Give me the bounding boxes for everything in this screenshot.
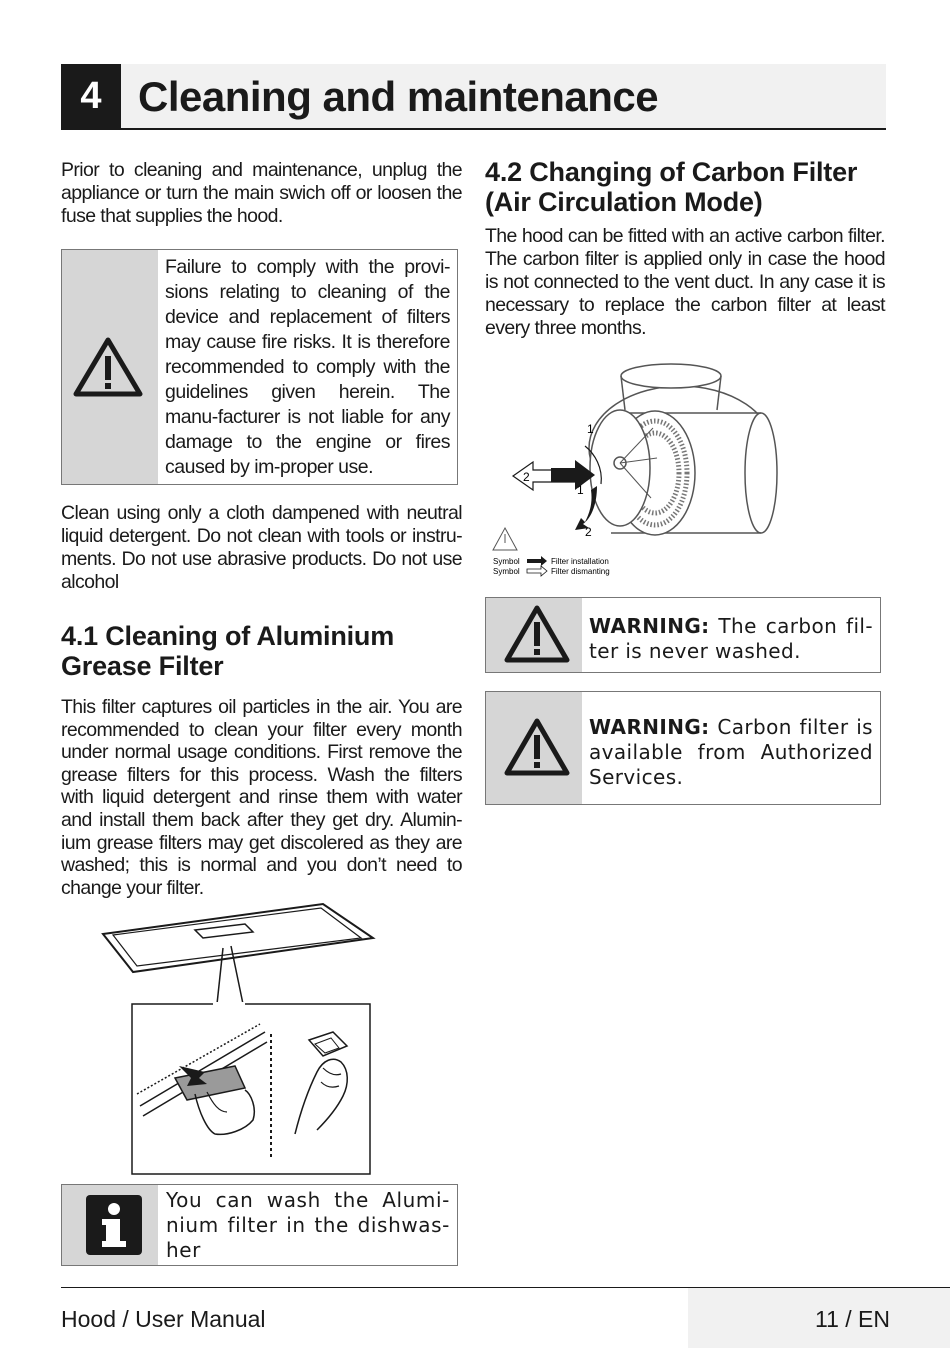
grease-filter-illustration: [95, 898, 385, 1180]
warning-box-never-washed: [485, 597, 881, 673]
info-icon: [86, 1195, 142, 1255]
legend-text-2: Filter dismanting: [551, 567, 610, 576]
section-number: 4: [61, 64, 121, 128]
figure-label-2-left: 2: [523, 470, 530, 484]
warning-label: WARNING:: [589, 614, 710, 638]
warning-box-fire-risk: [61, 249, 458, 485]
figure-label-1-top: 1: [587, 422, 594, 436]
figure-label-2-bottom: 2: [585, 525, 592, 539]
legend-symbol-1: Symbol: [493, 557, 520, 566]
section-4-1-heading: 4.1 Cleaning of Aluminium Grease Filter: [61, 621, 395, 681]
figure-label-1-middle: 1: [577, 483, 584, 497]
info-box-dishwasher: [61, 1184, 458, 1266]
info-box-text: You can wash the Alumi-nium filter in the dishwas-her: [166, 1188, 450, 1262]
legend-symbol-2: Symbol: [493, 567, 520, 576]
intro-paragraph: Prior to cleaning and maintenance, unplug the appliance or turn the main swich off or loosen the fuse that supplies the hood.: [61, 159, 462, 227]
footer-manual-title: Hood / User Manual: [61, 1306, 266, 1332]
warning-triangle-icon: [73, 336, 143, 398]
section-4-1-paragraph: This filter captures oil particles in the air. You are recommended to clean your filter every month under normal usage conditions. First remove the grease filters for this process. Wash the filters with liquid detergent and rinse them with water and install them back after they get dry. Alumin-ium grease filters may get discolered as they are washed; this is normal and you don’t need to change your filter.: [61, 696, 462, 899]
warning-box-text: Failure to comply with the provi-sions relating to cleaning of the device and replacement of filters may cause fire risks. It is therefore recommended to comply with the guidelines given herein. The manu-facturer is not liable for any damage to the engine or fires caused by im-proper use.: [165, 256, 450, 478]
warning-box-authorized-services: [485, 691, 881, 805]
warning-box-text: [589, 715, 873, 790]
warning-text: Carbon filter is available from Authorized Services.: [589, 715, 873, 789]
warning-box-text: [589, 614, 873, 664]
warning-triangle-icon: [504, 717, 570, 777]
clean-paragraph: Clean using only a cloth dampened with neutral liquid detergent. Do not clean with tools or instru-ments. Do not use abrasive products. Do not use alcohol: [61, 502, 462, 593]
carbon-filter-illustration: [485, 358, 785, 580]
section-4-2-paragraph: The hood can be fitted with an active carbon filter. The carbon filter is applied only in case the hood is not connected to the vent duct. In any case it is necessary to replace the carbon filter at least every three months.: [485, 225, 885, 339]
legend-text-1: Filter installation: [551, 557, 609, 566]
warning-label: WARNING:: [589, 715, 710, 739]
footer-page-number: 11 / EN: [815, 1306, 890, 1332]
warning-triangle-icon: [504, 604, 570, 664]
section-title: Cleaning and maintenance: [138, 73, 659, 120]
warning-text: The carbon fil-ter is never washed.: [589, 614, 873, 663]
section-4-2-heading: 4.2 Changing of Carbon Filter (Air Circulation Mode): [485, 157, 858, 217]
